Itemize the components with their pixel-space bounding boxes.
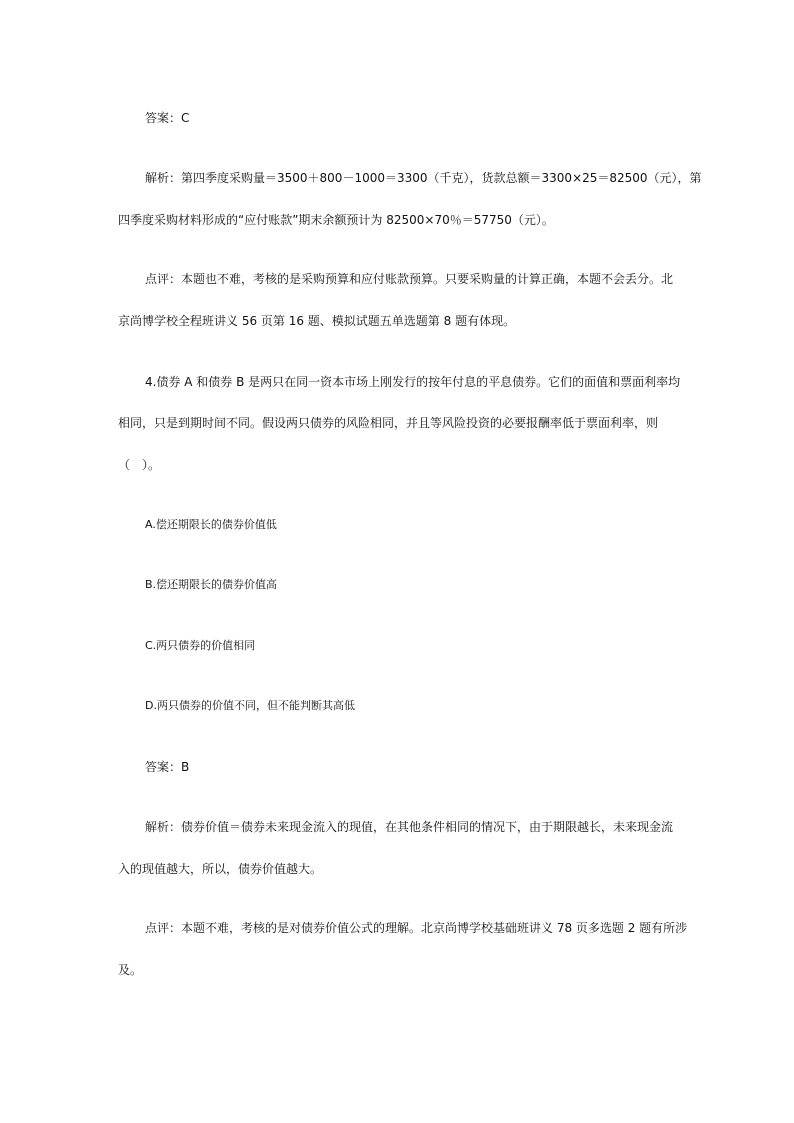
q4-comment-line-2: 及。: [118, 963, 143, 977]
q4-analysis-line-1: 解析：债券价值＝债券未来现金流入的现值，在其他条件相同的情况下，由于期限越长，未来现金流: [145, 820, 674, 834]
q4-comment-line-1: 点评：本题不难，考核的是对债券价值公式的理解。北京尚博学校基础班讲义 78 页多选题 2 题有所涉: [145, 921, 688, 935]
q3-comment-line-1: 点评：本题也不难，考核的是采购预算和应付账款预算。只要采购量的计算正确，本题不会丢分。北: [145, 272, 674, 286]
q4-option-a: A.偿还期限长的债券价值低: [145, 518, 277, 531]
q4-answer: 答案：B: [145, 760, 190, 774]
q4-stem-line-1: 4.债券 A 和债券 B 是两只在同一资本市场上刚发行的按年付息的平息债券。它们的面值和票面利率均: [145, 375, 681, 389]
q3-analysis-line-2: 四季度采购材料形成的“应付账款”期末余额预计为 82500×70％＝57750（元）。: [118, 213, 554, 227]
q4-stem-line-3: （ ）。: [118, 458, 161, 472]
q4-analysis-line-2: 入的现值越大，所以，债券价值越大。: [118, 862, 323, 876]
q3-answer: 答案：C: [145, 111, 190, 125]
q4-option-d: D.两只债券的价值不同，但不能判断其高低: [145, 699, 355, 712]
q4-option-b: B.偿还期限长的债券价值高: [145, 578, 278, 591]
q4-option-c: C.两只债券的价值相同: [145, 639, 256, 652]
q3-comment-line-2: 京尚博学校全程班讲义 56 页第 16 题、模拟试题五单选题第 8 题有体现。: [118, 314, 516, 328]
q3-analysis-line-1: 解析：第四季度采购量＝3500＋800－1000＝3300（千克），货款总额＝3300×25＝82500（元），第: [145, 171, 702, 185]
q4-stem-line-2: 相同，只是到期时间不同。假设两只债券的风险相同，并且等风险投资的必要报酬率低于票面利率，则: [118, 416, 659, 430]
